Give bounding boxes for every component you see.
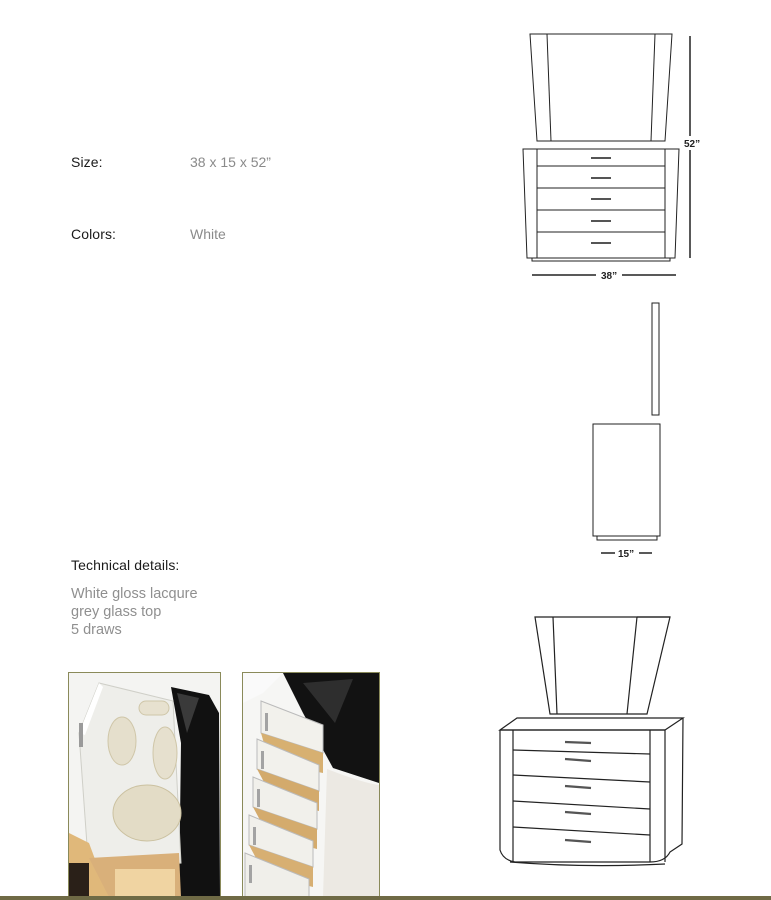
technical-details-heading: Technical details: [71,557,180,573]
colors-label: Colors: [71,226,117,242]
drawer-insert-photo [68,672,221,898]
technical-detail-line: grey glass top [71,604,162,620]
footer-rule [0,896,771,900]
height-dimension-label: 52” [684,139,701,150]
front-elevation-drawing [520,30,710,290]
size-value: 38 x 15 x 52” [190,154,271,170]
technical-detail-line: White gloss lacqure [71,586,198,602]
depth-dimension-label: 15” [618,549,635,560]
technical-detail-line: 5 draws [71,622,122,638]
perspective-drawing [495,612,690,872]
colors-value: White [190,226,226,242]
size-label: Size: [71,154,103,170]
drawers-angle-photo [242,672,380,898]
side-elevation-drawing [590,300,670,565]
width-dimension-label: 38” [601,271,618,282]
